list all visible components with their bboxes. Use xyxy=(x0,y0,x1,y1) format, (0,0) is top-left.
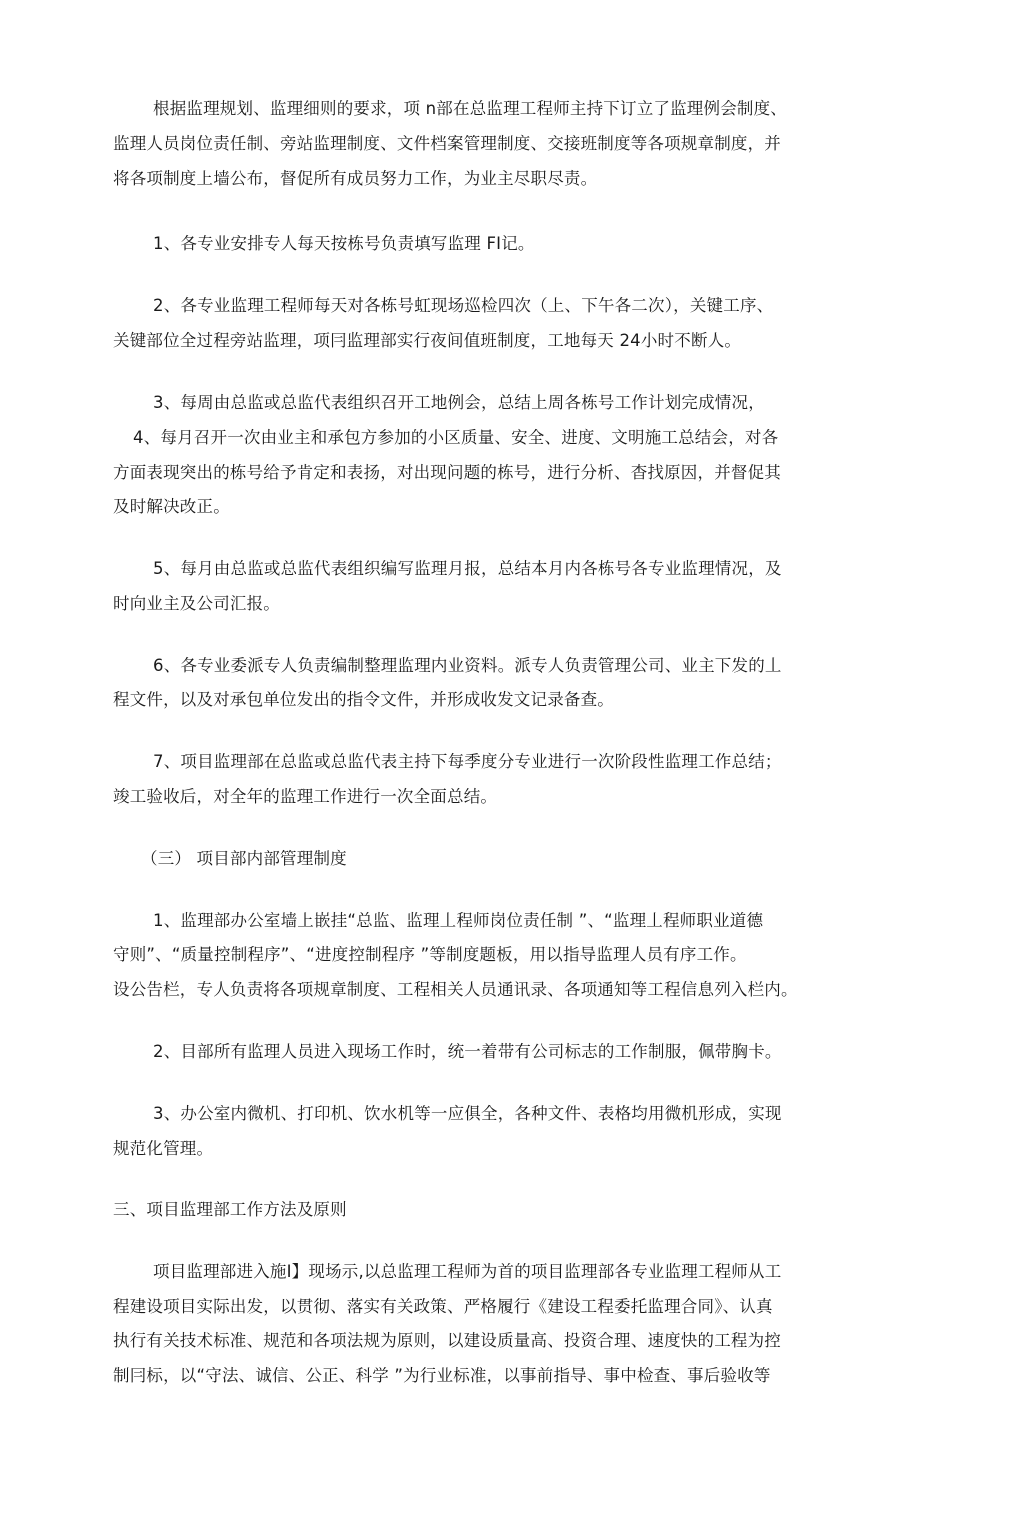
item-2-line-2: 关键部位全过程旁站监理，项冃监理部实行夜间值班制度，工地每天 24小时不断人。 xyxy=(113,331,742,350)
intro-line-2: 监理人员岗位责任制、旁站监理制度、文件档案管理制度、交接班制度等各项规章制度，并 xyxy=(113,134,781,153)
intro-line-3: 将各项制度上墙公布，督促所有成员努力工作，为业主尽职尽责。 xyxy=(113,169,598,188)
sub-1-line-2: 守则”、“质量控制程序”、“进度控制程序 ”等制度题板，用以指导监理人员有序工作。 xyxy=(113,945,747,964)
section-body-line-1: 项目监理部进入施I】现场示,以总监理工程师为首的项目监理部各专业监理工程师从工 xyxy=(153,1262,782,1281)
section-heading: 三、项目监理部工作方法及原则 xyxy=(113,1200,347,1219)
item-1-line-1: 1、各专业安排专人每天按栋号负责填写监理 FI记。 xyxy=(153,234,535,253)
sub-3-line-1: 3、办公室内微机、打印机、饮水机等一应俱全，各种文件、表格均用微机形成，实现 xyxy=(153,1104,782,1123)
section-body-line-2: 程建设项目实际出发，以贯彻、落实有关政策、严格履行《建设工程委托监理合同》、认真 xyxy=(113,1297,773,1316)
section-body-line-4: 制冃标，以“守法、诚信、公正、科学 ”为行业标准，以事前指导、事中检查、事后验收等 xyxy=(113,1366,771,1385)
item-4-line-2: 方面表现突出的栋号给予肯定和表扬，对出现问题的栋号，进行分析、杳找原因，并督促其 xyxy=(113,463,781,482)
item-2-line-1: 2、各专业监理工程师每天对各栋号虹现场巡检四次（上、下午各二次），关键工序、 xyxy=(153,296,774,315)
item-5-line-2: 时向业主及公司汇报。 xyxy=(113,594,280,613)
sub-1-line-1: 1、监理部办公室墙上嵌挂“总监、监理丄程师岗位责任制 ”、“监理丄程师职业道德 xyxy=(153,911,764,930)
item-4-line-3: 及时解决改正。 xyxy=(113,497,230,516)
item-7-line-1: 7、项目监理部在总监或总监代表主持下每季度分专业进行一次阶段性监理工作总结； xyxy=(153,752,782,771)
item-6-line-2: 程文件，以及对承包单位发出的指令文件，并形成收发文记录备查。 xyxy=(113,690,614,709)
item-3-line-1: 3、每周由总监或总监代表组织召开工地例会，总结上周各栋号工作计划完成情况， xyxy=(153,393,765,412)
sub-3-line-2: 规范化管理。 xyxy=(113,1139,214,1158)
item-6-line-1: 6、各专业委派专人负责编制整理监理内业资料。派专人负责管理公司、业主下发的丄 xyxy=(153,656,782,675)
item-7-line-2: 竣工验收后，对全年的监理工作进行一次全面总结。 xyxy=(113,787,498,806)
intro-line-1: 根据监理规划、监理细则的要求，项 n部在总监理工程师主持下订立了监理例会制度、 xyxy=(153,99,788,118)
sub-1-line-3: 设公告栏，专人负责将各项规章制度、工程相关人员通讯录、各项通知等工程信息列入栏内。 xyxy=(113,980,798,999)
item-4-line-1: 4、每月召开一次由业主和承包方参加的小区质量、安全、进度、文明施工总结会，对各 xyxy=(133,428,779,447)
section-body-line-3: 执行有关技术标准、规范和各项法规为原则，以建设质量高、投资合理、速度快的工程为控 xyxy=(113,1331,781,1350)
item-5-line-1: 5、每月由总监或总监代表组织编写监理月报，总结本月内各栋号各专业监理情况，及 xyxy=(153,559,782,578)
subsection-heading: （三） 项目部内部管理制度 xyxy=(141,849,347,868)
sub-2-line-1: 2、目部所有监理人员进入现场工作时，统一着带有公司标志的工作制服，佩带胸卡。 xyxy=(153,1042,782,1061)
